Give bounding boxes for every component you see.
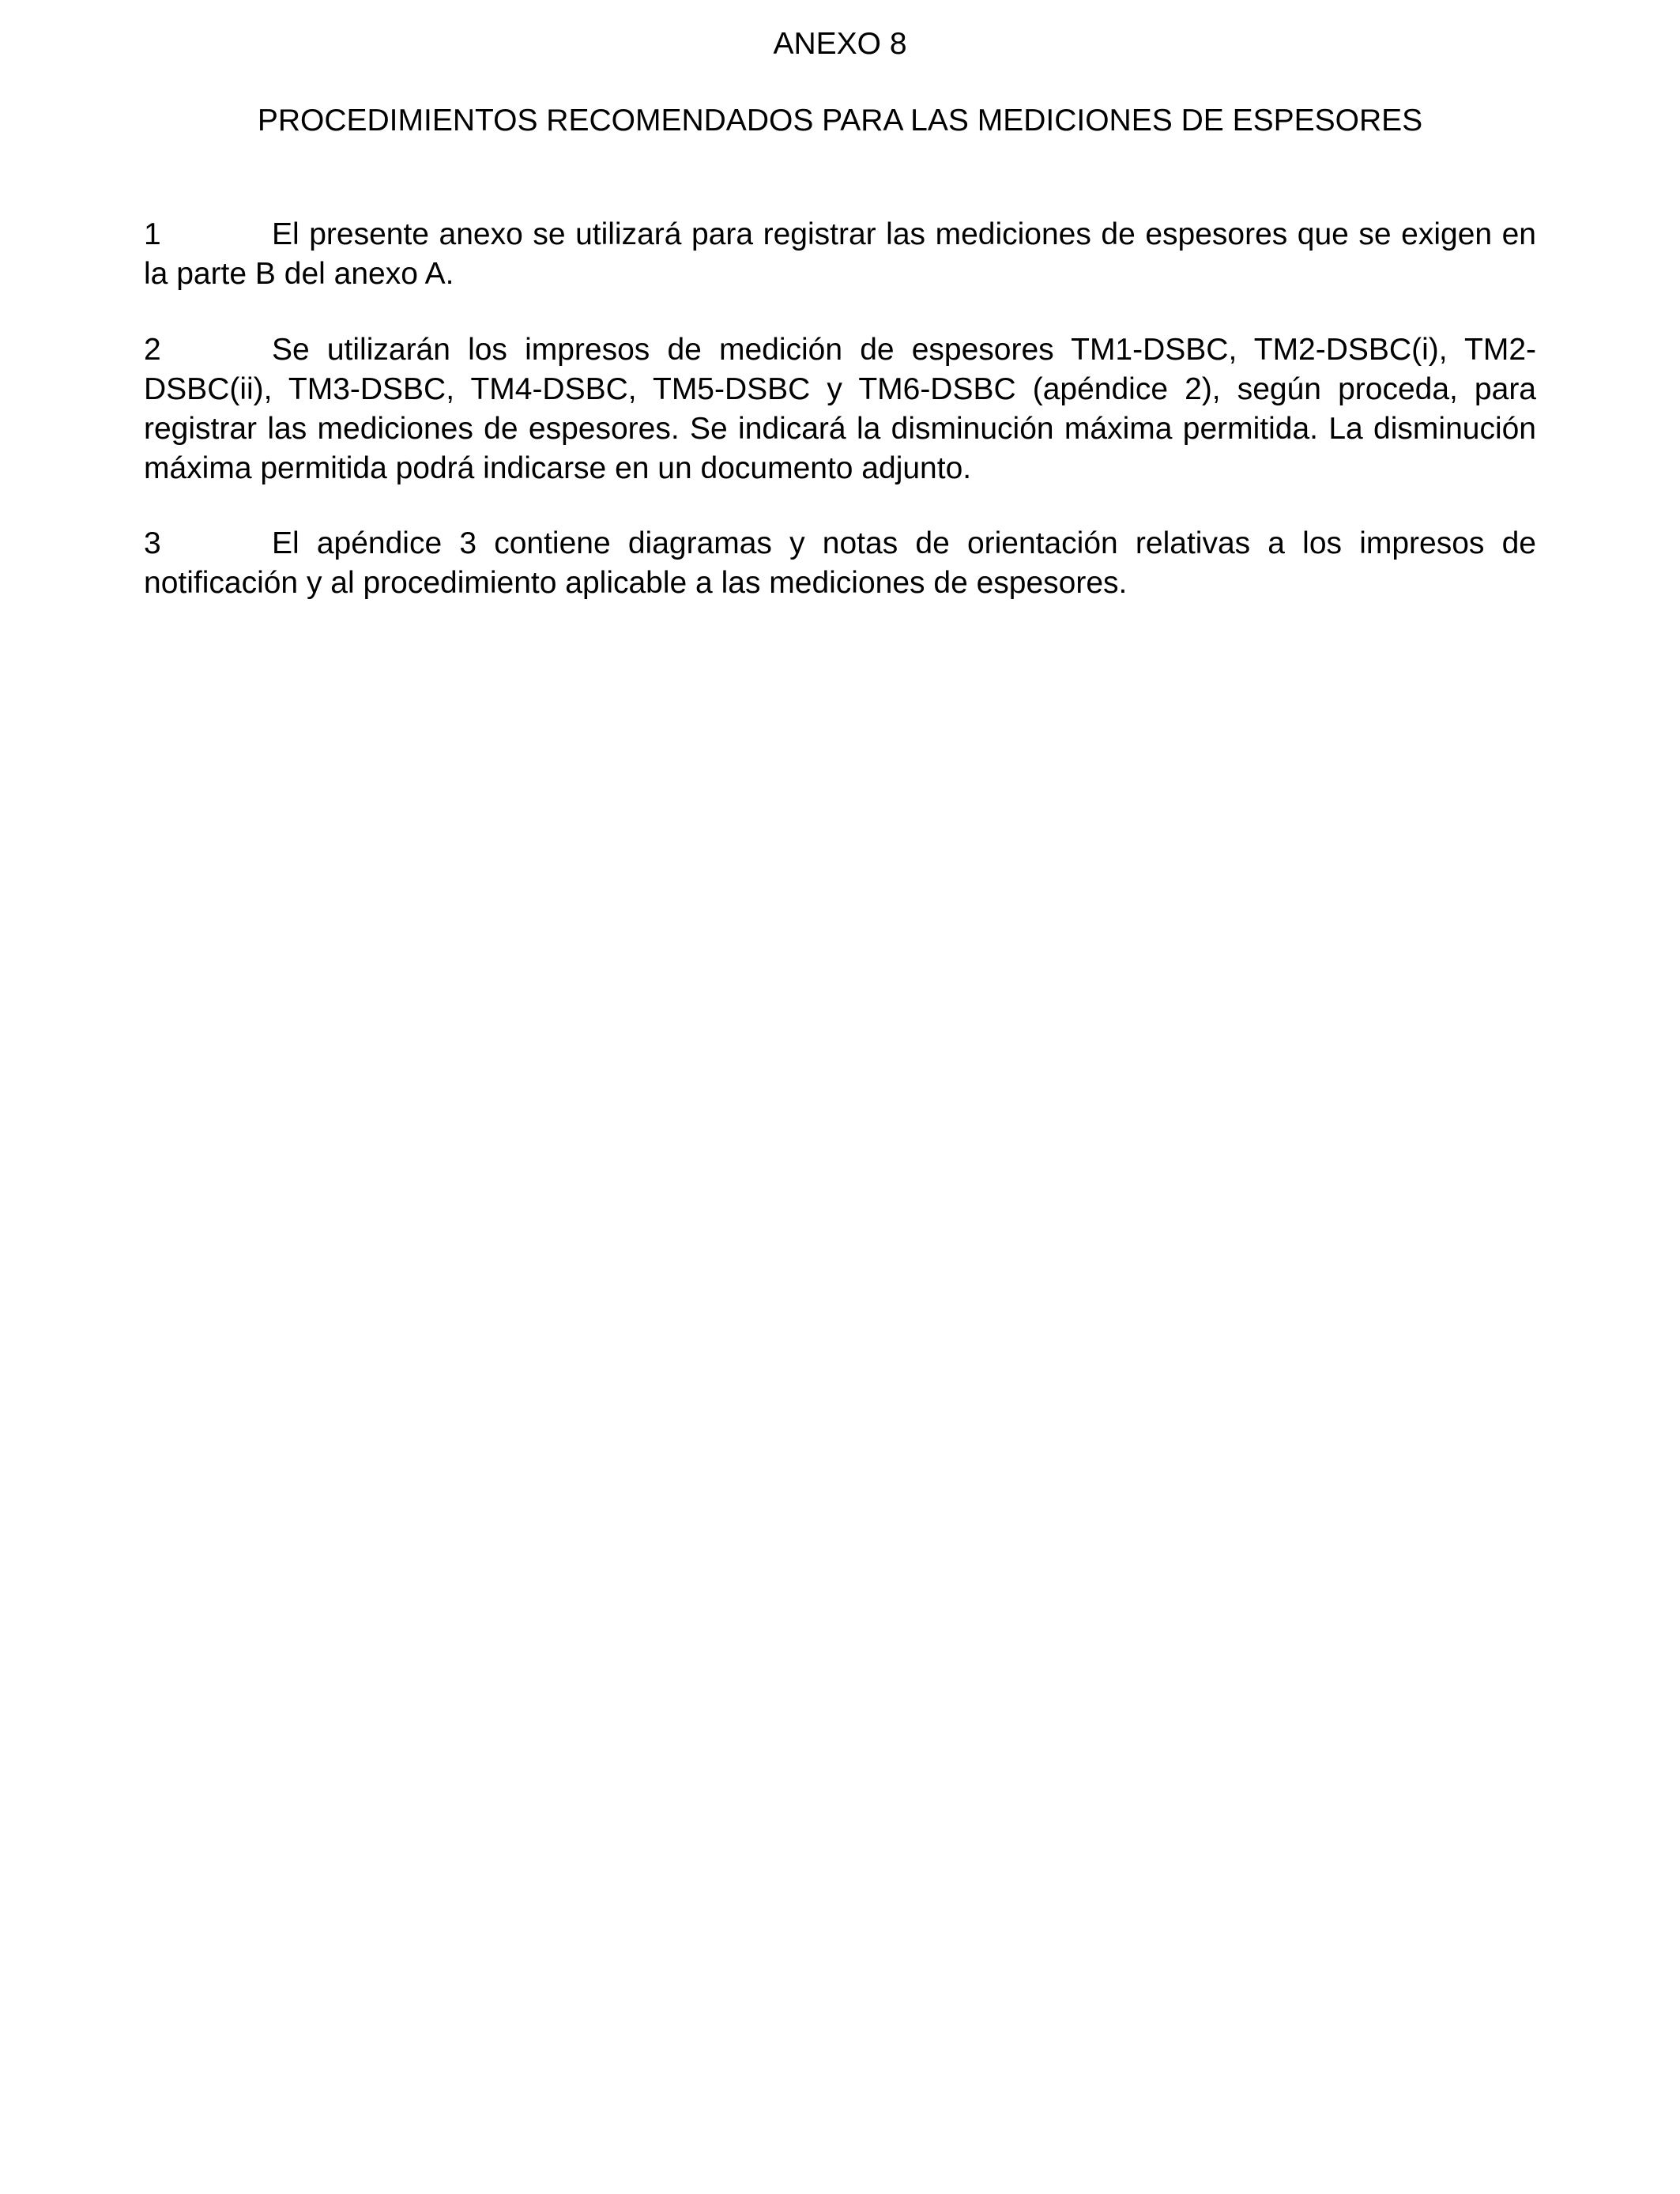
paragraph-3	[144, 524, 1536, 603]
paragraph-text: El presente anexo se utilizará para registrar las mediciones de espesores que se exigen en la parte B del anexo A.	[144, 217, 1536, 291]
annex-title: ANEXO 8	[773, 27, 907, 61]
paragraph-1	[144, 215, 1536, 294]
paragraph-number: 3	[144, 526, 161, 560]
paragraph-text: El apéndice 3 contiene diagramas y notas de orientación relativas a los impresos de notificación y al procedimiento aplicable a las mediciones de espesores.	[144, 526, 1536, 600]
paragraph-text: Se utilizarán los impresos de medición de espesores TM1-DSBC, TM2-DSBC(i), TM2-DSBC(ii), TM3-DSBC, TM4-DSBC, TM5-DSBC y TM6-DSBC (apéndice 2), según proceda, para registrar las mediciones de espesores. Se indicará la disminución máxima permitida. La disminución máxima permitida podrá indicarse en un documento adjunto.	[144, 333, 1536, 485]
paragraph-2	[144, 330, 1536, 488]
annex-heading: PROCEDIMIENTOS RECOMENDADOS PARA LAS MEDICIONES DE ESPESORES	[257, 104, 1423, 138]
paragraph-number: 2	[144, 333, 161, 367]
paragraph-number: 1	[144, 217, 161, 251]
